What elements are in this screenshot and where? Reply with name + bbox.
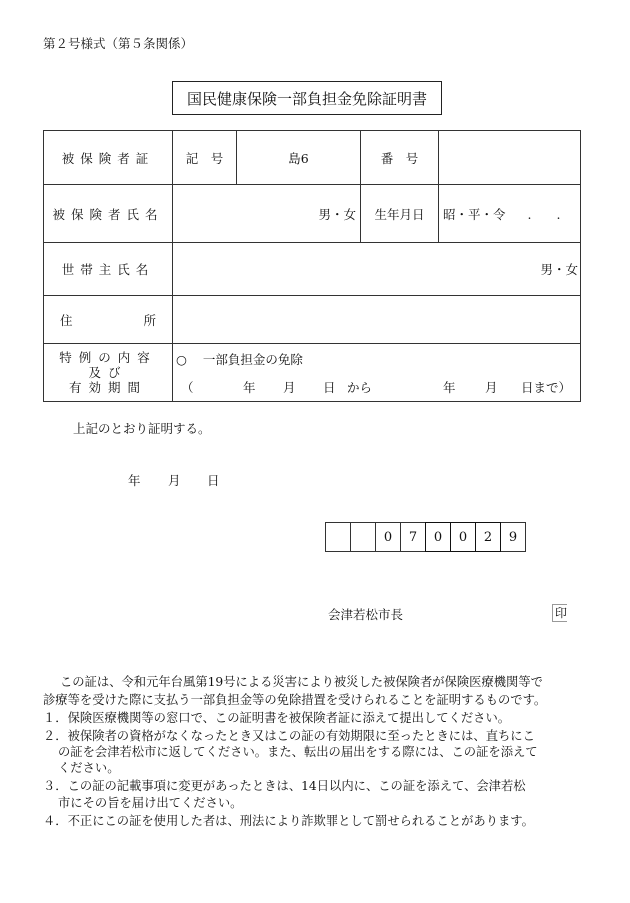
- period-year: 年: [243, 380, 256, 395]
- number-value: [439, 131, 581, 185]
- note-2c: ください。: [58, 761, 120, 775]
- note-1: １．保険医療機関等の窓口で、この証明書を被保険者証に添えて提出してください。: [43, 711, 511, 725]
- birth-label: 生年月日: [361, 185, 439, 243]
- reg-digit-box: [325, 522, 351, 552]
- number-label: 番 号: [361, 131, 439, 185]
- household-head-gender: 男・女: [173, 243, 581, 296]
- issuer-name: 会津若松市長: [328, 607, 404, 622]
- row-special: [44, 344, 581, 402]
- certify-statement: 上記のとおり証明する。: [73, 421, 211, 436]
- note-2a: ２．被保険者の資格がなくなったとき又はこの証の有効期限に至ったときには、直ちにこ: [43, 729, 535, 743]
- reg-digit-box: 0: [450, 522, 476, 552]
- symbol-label: 記 号: [173, 131, 237, 185]
- note-2b: の証を会津若松市に返してください。また、転出の届出をする際には、この証を添えて: [58, 745, 538, 759]
- exemption-mark: ○: [176, 352, 187, 367]
- reg-digit-box: [350, 522, 376, 552]
- reg-digit-box: 2: [475, 522, 501, 552]
- address-label: [44, 296, 173, 344]
- document-title: [172, 81, 442, 115]
- reg-digit-box: 9: [500, 522, 526, 552]
- exemption-text: 一部負担金の免除: [202, 352, 303, 367]
- certificate-table: [43, 130, 581, 402]
- issue-date-month: 月: [168, 473, 181, 488]
- note-3b: 市にその旨を届け出てください。: [58, 796, 243, 810]
- note-3a: ３．この証の記載事項に変更があったときは、14日以内に、この証を添えて、会津若松: [43, 779, 526, 793]
- period-year-2: 年: [443, 380, 456, 395]
- insured-gender: 男・女: [173, 185, 361, 243]
- birth-dots: . .: [527, 206, 561, 222]
- reg-digit-box: 0: [375, 522, 401, 552]
- registration-number-boxes: [326, 522, 526, 552]
- reg-digit-box: 7: [400, 522, 426, 552]
- row-insured-card: [44, 131, 581, 185]
- notes-intro-2: 診療等を受けた際に支払う一部負担金等の免除措置を受けられることを証明するものです。: [43, 693, 547, 707]
- issue-date-year: 年: [128, 473, 141, 488]
- period-from: から: [347, 380, 373, 395]
- insured-name-label: 被保険者氏名: [44, 185, 173, 243]
- household-head-label: 世帯主氏名: [44, 243, 173, 296]
- special-content: [173, 344, 581, 402]
- seal-mark: 印: [552, 604, 567, 622]
- issue-date-day: 日: [207, 473, 220, 488]
- form-number: 第２号様式（第５条関係）: [43, 36, 194, 51]
- period-month-2: 月: [485, 380, 498, 395]
- special-label-1: 特例の内容: [59, 350, 157, 365]
- address-label-b: 所: [143, 312, 156, 328]
- row-insured-name: [44, 185, 581, 243]
- row-household-head: [44, 243, 581, 296]
- birth-value: [439, 185, 581, 243]
- exemption-line: [176, 350, 303, 368]
- notes-intro-1: この証は、令和元年台風第19号による災害により被災した被保険者が保険医療機関等で: [60, 675, 543, 689]
- document-title-text: 国民健康保険一部負担金免除証明書: [186, 89, 427, 108]
- insured-card-label: 被保険者証: [44, 131, 173, 185]
- reg-digit-box: 0: [425, 522, 451, 552]
- special-label: [44, 344, 173, 402]
- period-open: （: [181, 380, 194, 395]
- address-value: [173, 296, 581, 344]
- note-4: ４．不正にこの証を使用した者は、刑法により詐欺罪として罰せられることがあります。: [43, 814, 534, 828]
- special-label-2: 及び: [88, 365, 128, 380]
- special-label-3: 有効期間: [68, 380, 147, 395]
- birth-eras: 昭・平・令: [443, 206, 506, 222]
- address-label-a: 住: [60, 312, 73, 328]
- period-until: 日まで）: [521, 380, 572, 395]
- period-month: 月: [283, 380, 296, 395]
- symbol-value: 島6: [237, 131, 361, 185]
- period-day: 日: [323, 380, 336, 395]
- validity-period: [181, 378, 571, 396]
- row-address: [44, 296, 581, 344]
